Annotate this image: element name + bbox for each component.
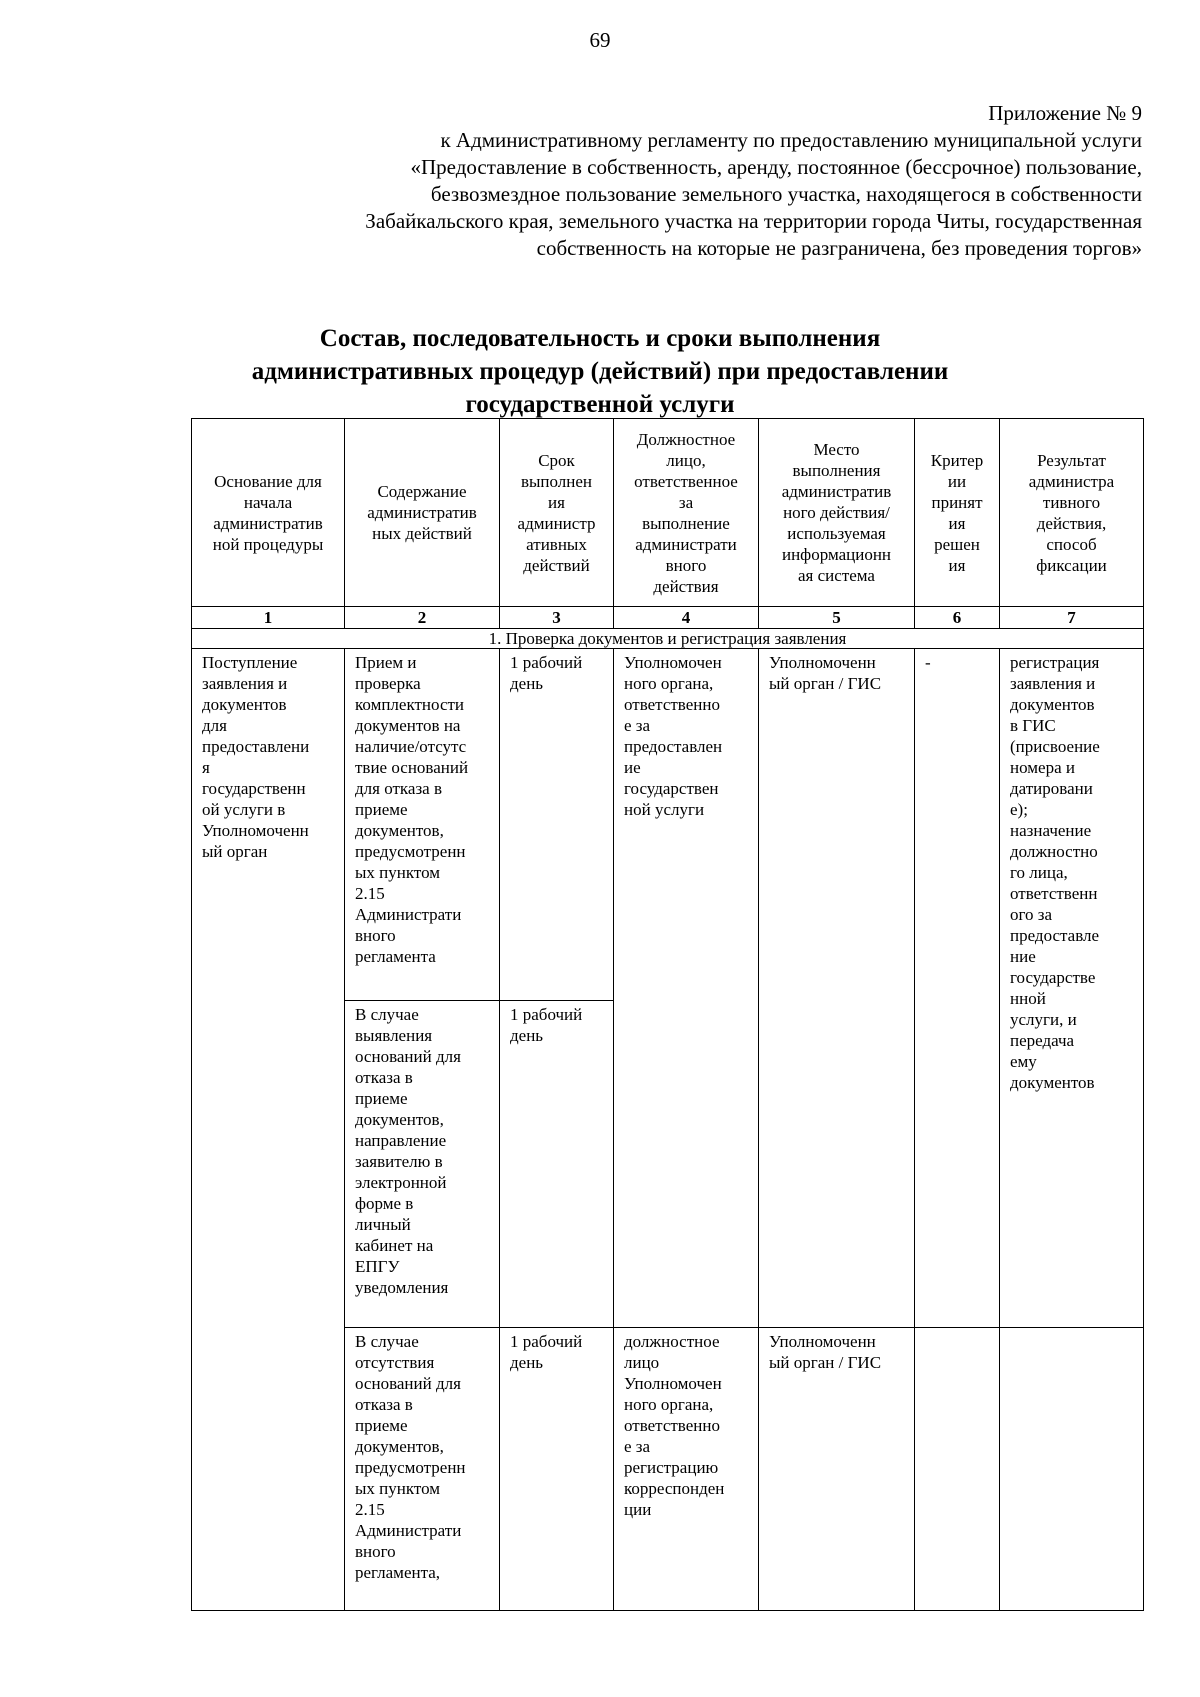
cell-line: номера и bbox=[1010, 758, 1075, 777]
cell-line: ему bbox=[1010, 1052, 1037, 1071]
cell-line: ый орган / ГИС bbox=[769, 674, 882, 693]
cell-line: заявления и bbox=[1010, 674, 1096, 693]
cell-line: В случае bbox=[355, 1005, 419, 1024]
cell-line: ответственно bbox=[624, 1416, 720, 1435]
cell-line: информационн bbox=[781, 545, 892, 564]
cell-line: датировани bbox=[1010, 779, 1093, 798]
term-cell bbox=[500, 1001, 614, 1328]
cell-line: ответственн bbox=[1010, 884, 1098, 903]
cell-line: электронной bbox=[355, 1173, 447, 1192]
cell-line: административ bbox=[781, 482, 892, 501]
cell-line: оснований для bbox=[355, 1047, 461, 1066]
cell-line: регламента bbox=[355, 947, 436, 966]
cell-line: начала bbox=[243, 492, 293, 512]
criteria-cell bbox=[915, 1328, 1000, 1611]
cell-line: приеме bbox=[355, 800, 408, 819]
cell-line: выполнен bbox=[520, 471, 593, 491]
cell-line: ного органа, bbox=[624, 674, 714, 693]
cell-line: действия, bbox=[1036, 513, 1107, 533]
term-cell bbox=[500, 1328, 614, 1611]
cell-line: Уполномоченн bbox=[202, 821, 309, 840]
cell-line: ая система bbox=[798, 566, 875, 585]
title-line: административных процедур (действий) при предоставлении bbox=[251, 358, 949, 385]
column-number: 1 bbox=[192, 607, 345, 629]
cell-line: кабинет на bbox=[355, 1236, 434, 1255]
cell-line: ых пунктом bbox=[355, 1479, 441, 1498]
cell-line: ия bbox=[948, 555, 966, 575]
column-number-row bbox=[192, 607, 1144, 629]
cell-line: администр bbox=[517, 513, 596, 533]
cell-line: для отказа в bbox=[355, 779, 442, 798]
cell-line: должностное bbox=[624, 1332, 720, 1351]
cell-line: Результат bbox=[1037, 450, 1106, 470]
cell-line: день bbox=[510, 1353, 544, 1372]
cell-line: 1 рабочий bbox=[510, 1005, 583, 1024]
header-cell bbox=[345, 419, 500, 607]
cell-line: предоставлени bbox=[202, 737, 310, 756]
cell-line: вного bbox=[665, 555, 707, 575]
cell-line: государствен bbox=[624, 779, 719, 798]
header-cell bbox=[915, 419, 1000, 607]
annex-line: безвозмездное пользование земельного участка, находящегося в собственности bbox=[430, 182, 1142, 206]
cell-line: ных действий bbox=[372, 524, 472, 543]
table-row bbox=[192, 649, 1144, 1001]
cell-line: ной услуги bbox=[624, 800, 705, 819]
cell-line: е за bbox=[624, 1437, 651, 1456]
cell-line: ого за bbox=[1010, 905, 1053, 924]
column-number: 2 bbox=[345, 607, 500, 629]
cell-line: Администрати bbox=[355, 1521, 462, 1540]
cell-line: Срок bbox=[538, 450, 575, 470]
content-cell bbox=[345, 1001, 500, 1328]
cell-line: документов bbox=[202, 695, 287, 714]
cell-line: принят bbox=[931, 492, 983, 512]
cell-line: ие bbox=[624, 758, 641, 777]
header-cell bbox=[1000, 419, 1144, 607]
cell-line: 2.15 bbox=[355, 884, 385, 903]
cell-line: ативных bbox=[526, 534, 587, 554]
cell-line: день bbox=[510, 674, 544, 693]
cell-line: выполнение bbox=[642, 513, 730, 533]
cell-line: тивного bbox=[1042, 492, 1101, 512]
place-cell bbox=[759, 649, 915, 1328]
cell-line: используемая bbox=[787, 524, 886, 543]
annex-line: Забайкальского края, земельного участка на территории города Читы, государственная bbox=[365, 209, 1142, 233]
header-cell bbox=[500, 419, 614, 607]
cell-line: административ bbox=[367, 503, 477, 522]
cell-line: действия bbox=[653, 576, 719, 596]
cell-line: должностно bbox=[1010, 842, 1098, 861]
cell-line: оснований для bbox=[355, 1374, 461, 1393]
cell-line: ции bbox=[624, 1500, 652, 1519]
official-cell bbox=[614, 1328, 759, 1611]
title-line: государственной услуги bbox=[465, 391, 735, 418]
cell-line: е); bbox=[1010, 800, 1028, 819]
cell-line: услуги, и bbox=[1010, 1010, 1077, 1029]
cell-line: наличие/отсутс bbox=[355, 737, 467, 756]
cell-line: Критер bbox=[930, 450, 984, 470]
cell-line: ый орган / ГИС bbox=[769, 1353, 882, 1372]
cell-line: государственн bbox=[202, 779, 306, 798]
content-cell bbox=[345, 649, 500, 1001]
cell-line: приеме bbox=[355, 1416, 408, 1435]
result-cell bbox=[1000, 1328, 1144, 1611]
column-number: 3 bbox=[500, 607, 614, 629]
cell-line: регистрацию bbox=[624, 1458, 719, 1477]
stage-title: 1. Проверка документов и регистрация заявления bbox=[192, 629, 1144, 649]
cell-line: ответственно bbox=[624, 695, 720, 714]
cell-line: Уполномочен bbox=[624, 653, 722, 672]
cell-line: ый орган bbox=[202, 842, 268, 861]
cell-line: вного bbox=[355, 1542, 396, 1561]
cell-line: выполнения bbox=[792, 461, 881, 480]
cell-line: твие оснований bbox=[355, 758, 469, 777]
procedures-table bbox=[191, 418, 1144, 1611]
cell-line: ии bbox=[947, 471, 967, 491]
cell-line: заявителю в bbox=[355, 1152, 443, 1171]
cell-line: назначение bbox=[1010, 821, 1092, 840]
annex-line: Приложение № 9 bbox=[988, 101, 1142, 125]
cell-line: корреспонден bbox=[624, 1479, 725, 1498]
cell-line: лицо, bbox=[666, 450, 706, 470]
cell-line: ной процедуры bbox=[212, 534, 324, 554]
basis-cell bbox=[192, 649, 345, 1611]
cell-line: государстве bbox=[1010, 968, 1096, 987]
cell-line: 1 рабочий bbox=[510, 653, 583, 672]
annex-line: к Административному регламенту по предоставлению муниципальной услуги bbox=[440, 128, 1142, 152]
cell-line: ние bbox=[1010, 947, 1036, 966]
cell-line: выявления bbox=[355, 1026, 433, 1045]
cell-line: нной bbox=[1010, 989, 1046, 1008]
cell-line: уведомления bbox=[355, 1278, 449, 1297]
cell-line: Основание для bbox=[214, 471, 322, 491]
cell-line: я bbox=[202, 758, 210, 777]
cell-line: проверка bbox=[355, 674, 421, 693]
column-number: 5 bbox=[759, 607, 915, 629]
cell-line: ия bbox=[948, 513, 966, 533]
cell-line: (присвоение bbox=[1010, 737, 1100, 756]
table-header-row bbox=[192, 419, 1144, 607]
cell-line: администра bbox=[1028, 471, 1115, 491]
result-cell bbox=[1000, 649, 1144, 1328]
content-cell bbox=[345, 1328, 500, 1611]
cell-line: Содержание bbox=[377, 482, 467, 501]
cell-line: вного bbox=[355, 926, 396, 945]
cell-line: ответственное bbox=[634, 471, 738, 491]
cell-line: е за bbox=[624, 716, 651, 735]
cell-line: ия bbox=[548, 492, 565, 512]
cell-line: отказа в bbox=[355, 1395, 413, 1414]
cell-line: за bbox=[678, 492, 694, 512]
cell-line: форме в bbox=[355, 1194, 414, 1213]
cell-line: личный bbox=[355, 1215, 411, 1234]
cell-line: ЕПГУ bbox=[355, 1257, 400, 1276]
header-cell bbox=[614, 419, 759, 607]
cell-line: направление bbox=[355, 1131, 447, 1150]
title-line: Состав, последовательность и сроки выполнения bbox=[319, 325, 881, 352]
cell-line: Должностное bbox=[636, 429, 736, 449]
column-number: 6 bbox=[915, 607, 1000, 629]
cell-line: Уполномоченн bbox=[769, 653, 876, 672]
annex-line: «Предоставление в собственность, аренду, постоянное (бессрочное) пользование, bbox=[410, 155, 1142, 179]
cell-line: администрати bbox=[635, 534, 737, 554]
cell-line: решен bbox=[934, 534, 980, 554]
place-cell bbox=[759, 1328, 915, 1611]
cell-line: В случае bbox=[355, 1332, 419, 1351]
cell-line: Поступление bbox=[202, 653, 298, 672]
cell-line: документов bbox=[1010, 1073, 1095, 1092]
cell-line: документов на bbox=[355, 716, 461, 735]
cell-line: Уполномоченн bbox=[769, 1332, 876, 1351]
cell-line: Уполномочен bbox=[624, 1374, 722, 1393]
cell-line: в ГИС bbox=[1010, 716, 1056, 735]
column-number: 4 bbox=[614, 607, 759, 629]
cell-line: предусмотренн bbox=[355, 1458, 466, 1477]
criteria-cell: - bbox=[915, 649, 1000, 1328]
official-cell bbox=[614, 649, 759, 1328]
cell-line: документов, bbox=[355, 821, 444, 840]
cell-line: отказа в bbox=[355, 1068, 413, 1087]
cell-line: предусмотренн bbox=[355, 842, 466, 861]
stage-row bbox=[192, 629, 1144, 649]
cell-line: фиксации bbox=[1036, 555, 1107, 575]
term-cell bbox=[500, 649, 614, 1001]
cell-line: комплектности bbox=[355, 695, 465, 714]
header-cell bbox=[759, 419, 915, 607]
cell-line: го лица, bbox=[1010, 863, 1068, 882]
cell-line: документов, bbox=[355, 1437, 444, 1456]
cell-line: день bbox=[510, 1026, 544, 1045]
cell-line: ного органа, bbox=[624, 1395, 714, 1414]
cell-line: действий bbox=[523, 555, 590, 575]
cell-line: ых пунктом bbox=[355, 863, 441, 882]
cell-line: административ bbox=[213, 513, 323, 533]
cell-line: Место bbox=[813, 440, 860, 459]
page-number: 69 bbox=[589, 28, 611, 52]
annex-header bbox=[142, 100, 1142, 262]
cell-line: приеме bbox=[355, 1089, 408, 1108]
cell-line: регламента, bbox=[355, 1563, 441, 1582]
column-number: 7 bbox=[1000, 607, 1144, 629]
cell-line: передача bbox=[1010, 1031, 1075, 1050]
annex-line: собственность на которые не разграничена, без проведения торгов» bbox=[536, 236, 1142, 260]
cell-line: 1 рабочий bbox=[510, 1332, 583, 1351]
cell-line: ного действия/ bbox=[783, 503, 890, 522]
cell-line: 2.15 bbox=[355, 1500, 385, 1519]
cell-line: предоставлен bbox=[624, 737, 723, 756]
cell-line: Администрати bbox=[355, 905, 462, 924]
header-cell bbox=[192, 419, 345, 607]
cell-line: Прием и bbox=[355, 653, 417, 672]
cell-line: документов, bbox=[355, 1110, 444, 1129]
cell-line: документов bbox=[1010, 695, 1095, 714]
cell-line: ой услуги в bbox=[202, 800, 286, 819]
document-title bbox=[0, 322, 1200, 421]
cell-line: лицо bbox=[624, 1353, 660, 1372]
cell-line: для bbox=[202, 716, 227, 735]
cell-line: отсутствия bbox=[355, 1353, 435, 1372]
cell-line: предоставле bbox=[1010, 926, 1100, 945]
cell-line: заявления и bbox=[202, 674, 288, 693]
cell-line: регистрация bbox=[1010, 653, 1100, 672]
cell-line: способ bbox=[1046, 534, 1097, 554]
